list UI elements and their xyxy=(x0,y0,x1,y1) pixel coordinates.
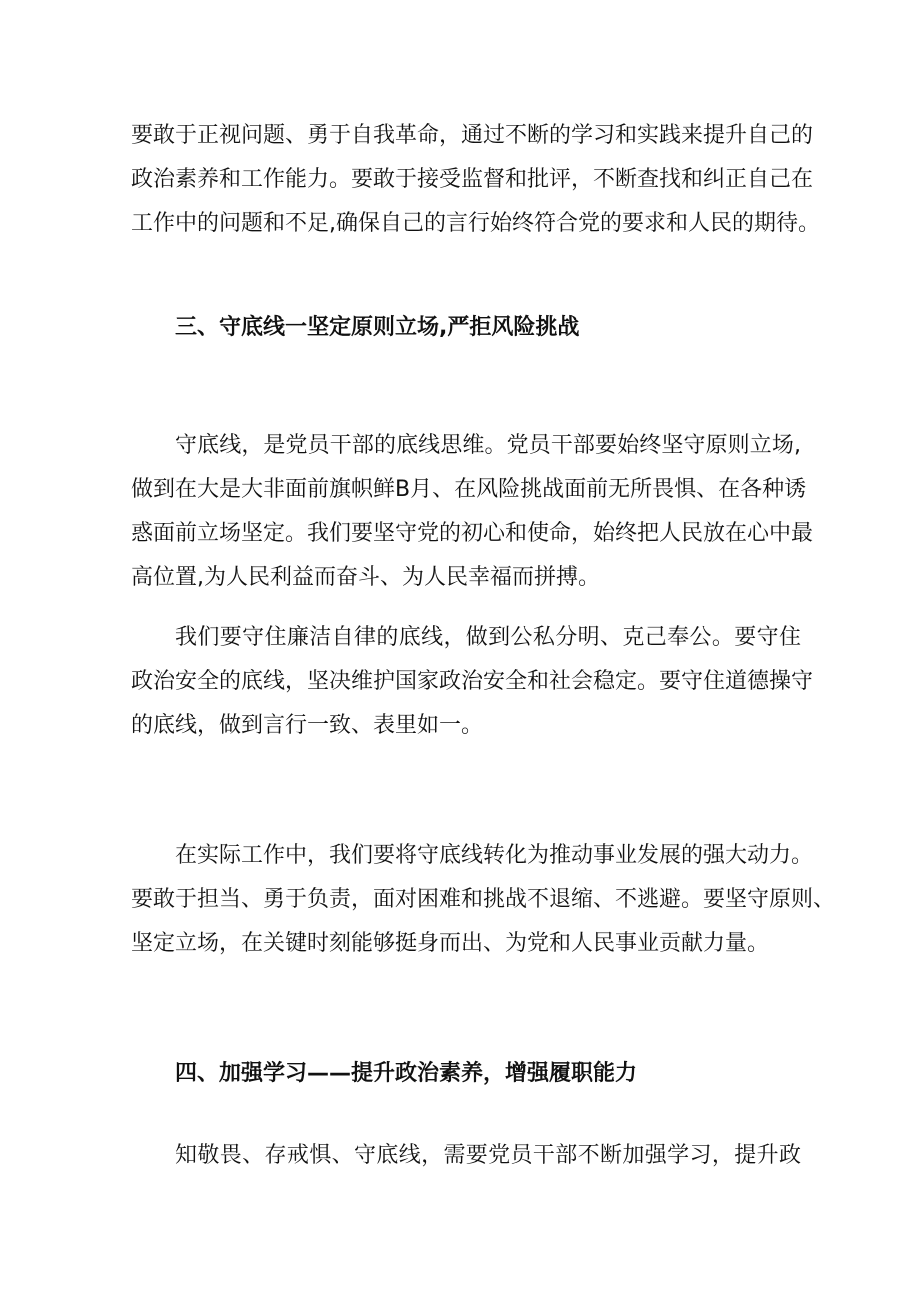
section-heading-4: 四、加强学习——提升政治素养，增强履职能力 xyxy=(175,1061,638,1086)
paragraph-line: 知敬畏、存戒惧、守底线，需要党员干部不断加强学习，提升政 xyxy=(175,1143,801,1168)
paragraph-line: 高位置,为人民利益而奋斗、为人民幸福而拼搏。 xyxy=(131,565,600,590)
paragraph-line: 要敢于正视问题、勇于自我革命，通过不断的学习和实践来提升自己的 xyxy=(131,123,814,148)
paragraph-2 xyxy=(131,424,814,600)
paragraph-line: 的底线，做到言行一致、表里如一。 xyxy=(131,713,484,738)
paragraph-line: 要敢于担当、勇于负责，面对困难和挑战不退缩、不逃避。要坚守原则、 xyxy=(131,887,836,912)
paragraph-line: 做到在大是大非面前旗帜鲜B月、在风险挑战面前无所畏惧、在各种诱 xyxy=(131,477,807,502)
paragraph-line: 坚定立场，在关键时刻能够挺身而出、为党和人民事业贡献力量。 xyxy=(131,931,770,956)
paragraph-line: 工作中的问题和不足,确保自己的言行始终符合党的要求和人民的期待。 xyxy=(131,211,820,236)
paragraph-line: 我们要守住廉洁自律的底线，做到公私分明、克己奉公。要守住 xyxy=(175,625,801,650)
paragraph-3 xyxy=(131,616,814,748)
paragraph-line: 在实际工作中，我们要将守底线转化为推动事业发展的强大动力。 xyxy=(175,843,814,868)
paragraph-4 xyxy=(131,834,836,966)
paragraph-line: 守底线，是党员干部的底线思维。党员干部要始终坚守原则立场, xyxy=(175,433,801,458)
paragraph-line: 政治安全的底线，坚决维护国家政治安全和社会稳定。要守住道德操守 xyxy=(131,669,814,694)
paragraph-line: 惑面前立场坚定。我们要坚守党的初心和使命，始终把人民放在心中最 xyxy=(131,521,814,546)
paragraph-1 xyxy=(131,114,820,246)
paragraph-line: 政治素养和工作能力。要敢于接受监督和批评，不断查找和纠正自己在 xyxy=(131,167,814,192)
paragraph-5 xyxy=(131,1134,801,1178)
section-heading-3: 三、守底线一坚定原则立场,严拒风险挑战 xyxy=(175,315,580,340)
